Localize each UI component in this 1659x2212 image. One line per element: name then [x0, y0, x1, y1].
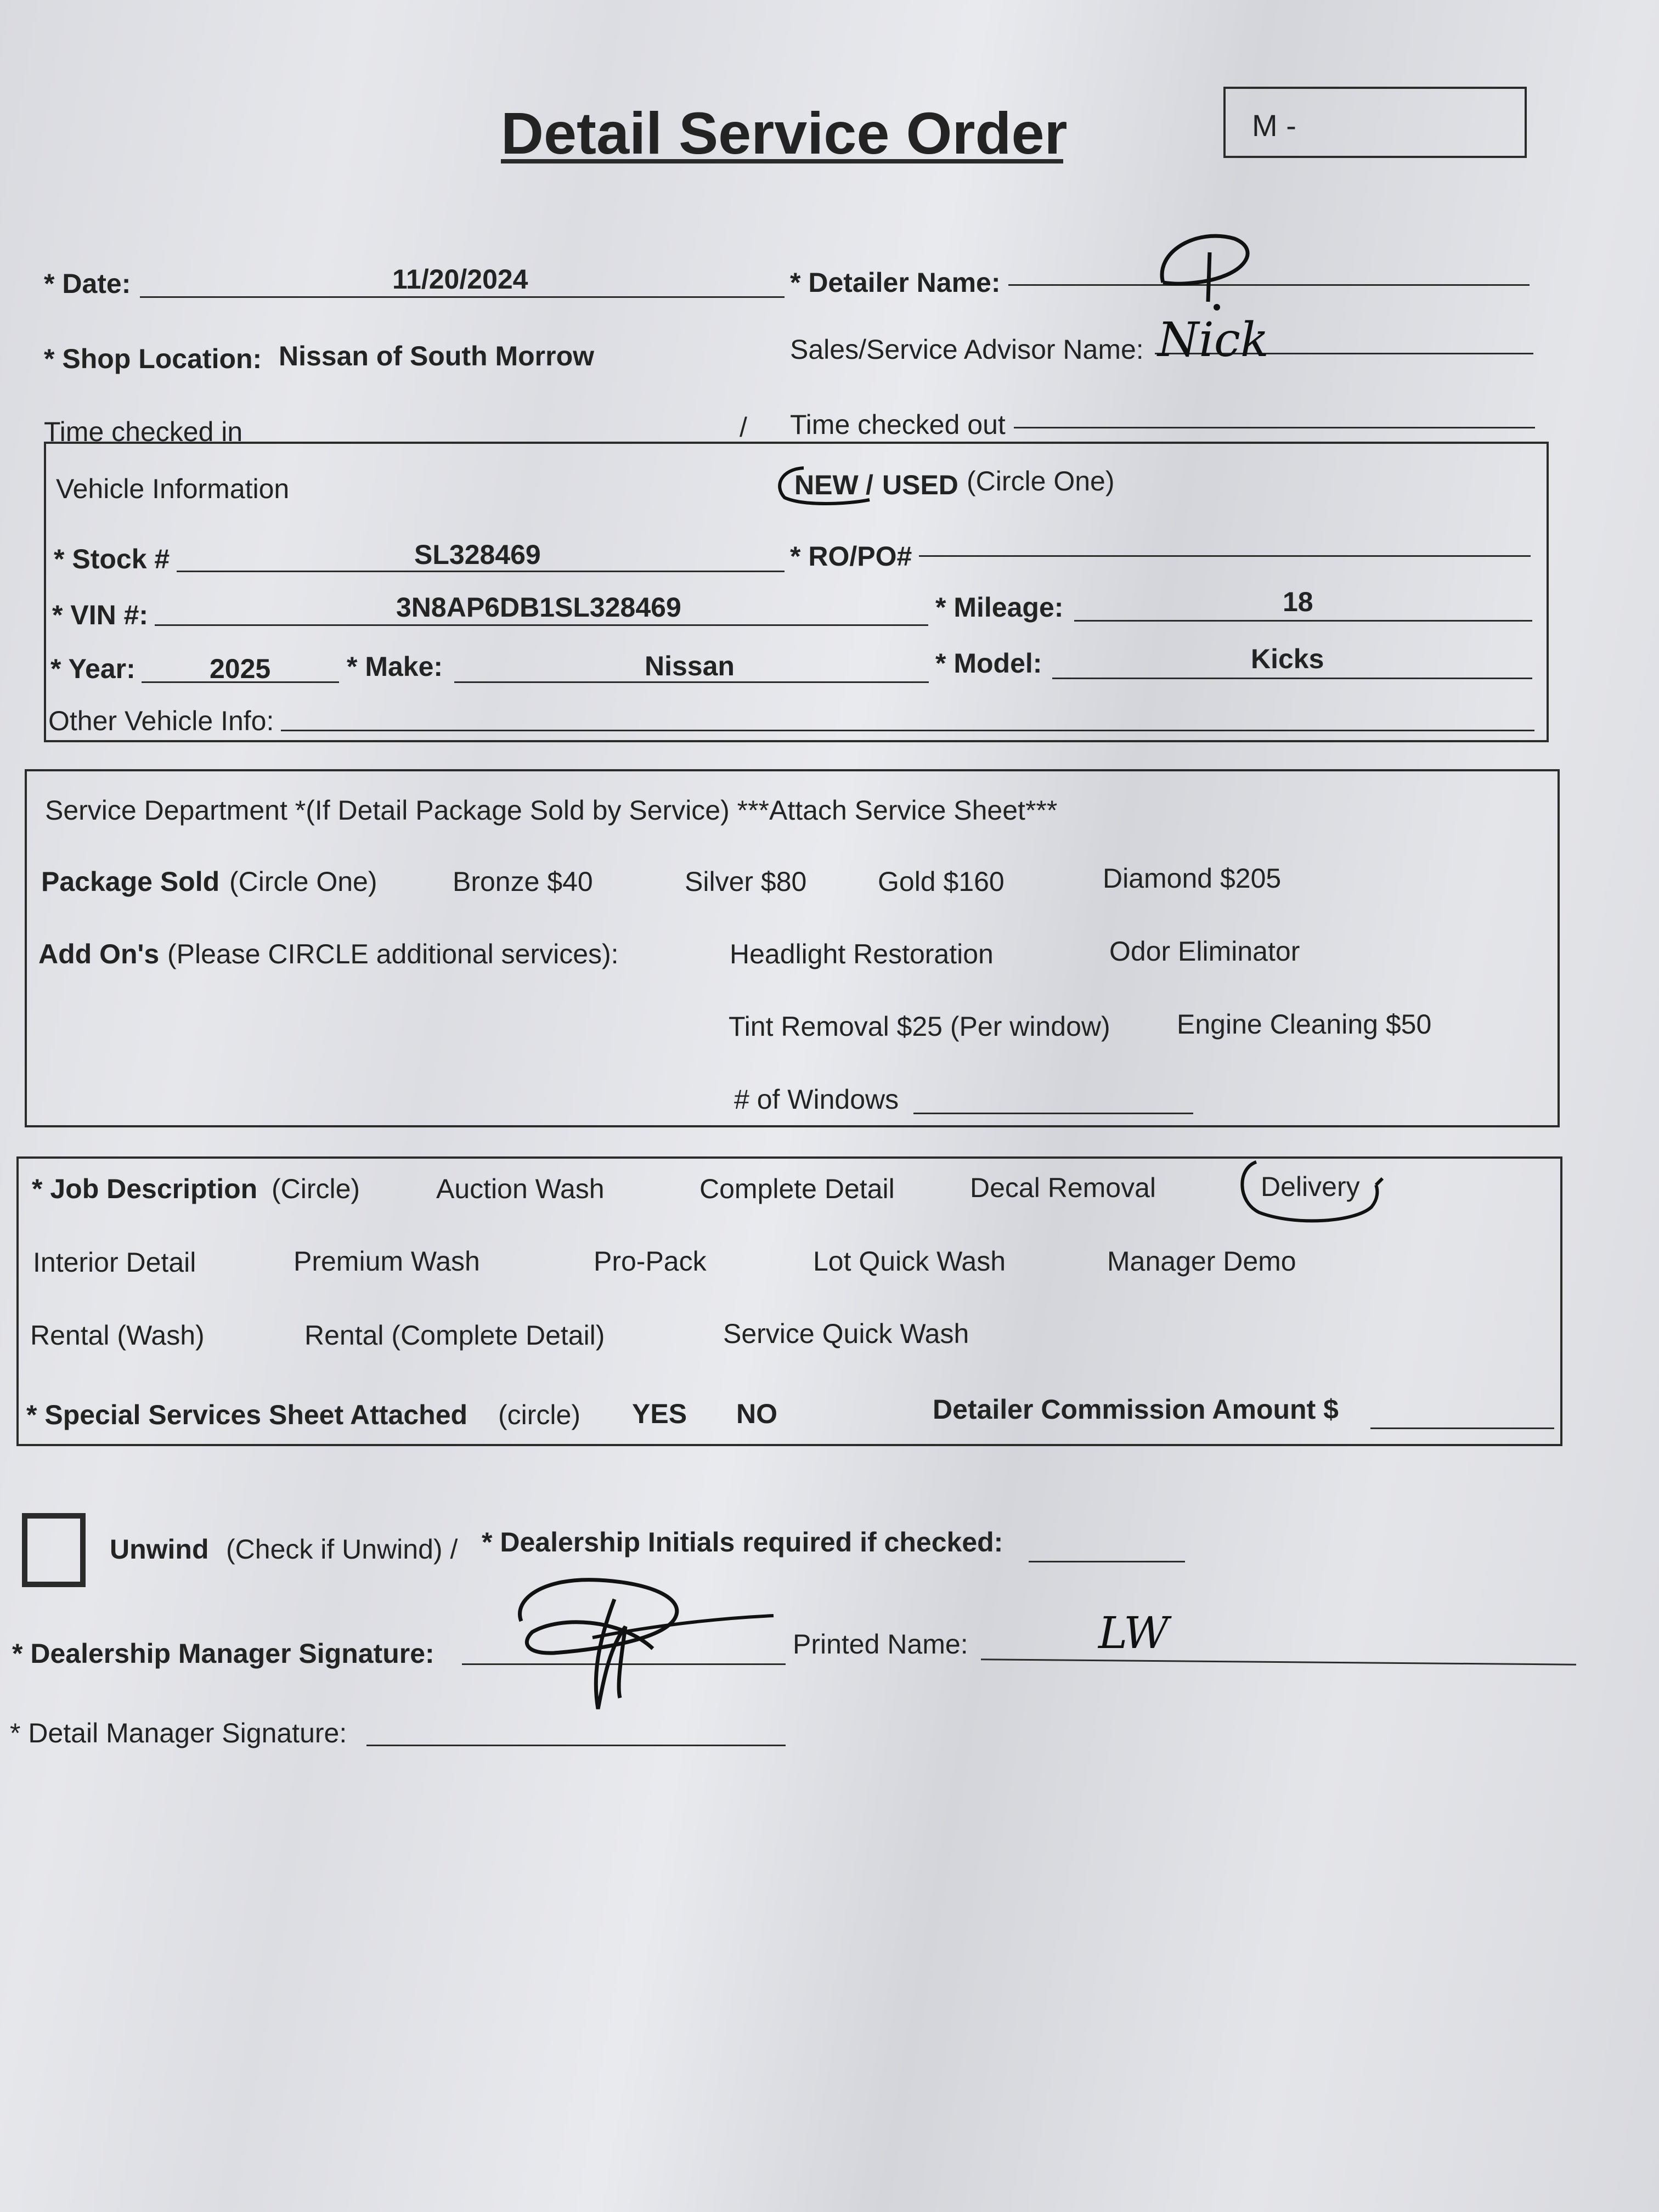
- ro-po-line: [919, 555, 1531, 557]
- new-circle-mark: [771, 464, 875, 507]
- vin-line: [155, 624, 928, 626]
- order-number-label: M -: [1252, 108, 1296, 143]
- unwind-hint: (Check if Unwind) /: [226, 1534, 458, 1565]
- manager-signature-mark: [510, 1566, 785, 1714]
- shop-location-value: Nissan of South Morrow: [279, 341, 594, 371]
- add-ons-hint: (Please CIRCLE additional services):: [167, 939, 619, 969]
- make-value[interactable]: Nissan: [645, 651, 735, 681]
- time-separator: /: [740, 412, 747, 443]
- job-premium-wash[interactable]: Premium Wash: [294, 1246, 480, 1277]
- time-out-line: [1014, 427, 1535, 428]
- package-sold-label: Package Sold: [41, 866, 220, 897]
- service-department-heading: Service Department *(If Detail Package Sold by Service) ***Attach Service Sheet***: [45, 795, 1058, 826]
- job-rental-complete-detail[interactable]: Rental (Complete Detail): [304, 1320, 605, 1351]
- vin-value[interactable]: 3N8AP6DB1SL328469: [396, 592, 681, 623]
- job-lot-quick-wash[interactable]: Lot Quick Wash: [813, 1246, 1006, 1277]
- job-service-quick-wash[interactable]: Service Quick Wash: [723, 1318, 969, 1349]
- detailer-name-label: * Detailer Name:: [790, 267, 1001, 298]
- addon-headlight-restoration[interactable]: Headlight Restoration: [730, 939, 994, 969]
- mileage-label: * Mileage:: [935, 592, 1064, 623]
- year-label: * Year:: [50, 653, 136, 684]
- other-vehicle-info-line: [281, 730, 1534, 731]
- package-bronze[interactable]: Bronze $40: [453, 866, 593, 897]
- addon-odor-eliminator[interactable]: Odor Eliminator: [1109, 936, 1300, 967]
- addon-engine-cleaning[interactable]: Engine Cleaning $50: [1177, 1009, 1432, 1040]
- year-value[interactable]: 2025: [210, 653, 271, 684]
- new-option[interactable]: NEW: [794, 470, 859, 500]
- stock-label: * Stock #: [54, 544, 170, 574]
- model-label: * Model:: [935, 648, 1042, 679]
- used-option[interactable]: USED: [882, 470, 958, 500]
- shop-location-label: * Shop Location:: [44, 343, 262, 374]
- printed-name-line: [981, 1658, 1576, 1665]
- date-label: * Date:: [44, 268, 131, 299]
- model-line: [1052, 678, 1532, 679]
- commission-label: Detailer Commission Amount $: [933, 1394, 1339, 1425]
- detailer-name-line: [1008, 284, 1530, 286]
- time-out-label: Time checked out: [790, 409, 1006, 440]
- manager-signature-label: * Dealership Manager Signature:: [12, 1638, 435, 1669]
- package-diamond[interactable]: Diamond $205: [1103, 863, 1282, 894]
- delivery-circle-mark: [1234, 1158, 1393, 1229]
- job-description-hint: (Circle): [272, 1173, 360, 1204]
- add-ons-label: Add On's: [38, 939, 160, 969]
- date-value[interactable]: 11/20/2024: [392, 264, 528, 295]
- unwind-checkbox[interactable]: [22, 1513, 86, 1587]
- commission-line: [1370, 1427, 1554, 1429]
- windows-count-label: # of Windows: [734, 1084, 899, 1115]
- other-vehicle-info-label: Other Vehicle Info:: [48, 706, 274, 736]
- stock-line: [177, 571, 785, 572]
- job-delivery[interactable]: Delivery: [1261, 1171, 1360, 1202]
- printed-name-value[interactable]: LW: [1098, 1607, 1169, 1658]
- job-auction-wash[interactable]: Auction Wash: [436, 1173, 605, 1204]
- make-label: * Make:: [347, 651, 443, 682]
- page-title: Detail Service Order: [501, 100, 1068, 166]
- time-in-label: Time checked in: [44, 416, 243, 447]
- special-services-label: * Special Services Sheet Attached: [26, 1400, 468, 1430]
- dealership-initials-line: [1029, 1561, 1185, 1562]
- job-decal-removal[interactable]: Decal Removal: [970, 1172, 1156, 1203]
- mileage-line: [1074, 620, 1532, 622]
- detail-manager-signature-line[interactable]: [366, 1745, 786, 1746]
- advisor-name-value[interactable]: Nick: [1158, 313, 1269, 368]
- detail-manager-signature-label: * Detail Manager Signature:: [10, 1718, 347, 1748]
- special-services-hint: (circle): [498, 1400, 580, 1430]
- model-value[interactable]: Kicks: [1251, 644, 1324, 674]
- dealership-initials-label: * Dealership Initials required if checked:: [482, 1527, 1003, 1558]
- vehicle-info-heading: Vehicle Information: [56, 473, 290, 504]
- package-gold[interactable]: Gold $160: [878, 866, 1005, 897]
- package-sold-hint: (Circle One): [229, 866, 377, 897]
- printed-name-label: Printed Name:: [793, 1629, 968, 1660]
- advisor-name-label: Sales/Service Advisor Name:: [790, 334, 1144, 365]
- job-pro-pack[interactable]: Pro-Pack: [594, 1246, 707, 1277]
- job-interior-detail[interactable]: Interior Detail: [33, 1247, 196, 1278]
- addon-tint-removal[interactable]: Tint Removal $25 (Per window): [729, 1011, 1110, 1042]
- special-services-yes[interactable]: YES: [632, 1398, 687, 1429]
- package-silver[interactable]: Silver $80: [685, 866, 807, 897]
- ro-po-label: * RO/PO#: [790, 541, 912, 572]
- vin-label: * VIN #:: [52, 600, 149, 630]
- job-description-label: * Job Description: [32, 1173, 258, 1204]
- job-rental-wash[interactable]: Rental (Wash): [30, 1320, 205, 1351]
- new-used-hint: (Circle One): [967, 466, 1115, 496]
- mileage-value[interactable]: 18: [1283, 586, 1313, 617]
- unwind-label: Unwind: [110, 1534, 209, 1565]
- detailer-initial-mark: [1152, 219, 1262, 313]
- job-complete-detail[interactable]: Complete Detail: [699, 1173, 895, 1204]
- windows-count-line: [913, 1113, 1193, 1114]
- date-line: [140, 296, 785, 298]
- title-underline: [501, 159, 1063, 163]
- special-services-no[interactable]: NO: [736, 1398, 777, 1429]
- new-used-slash: /: [866, 470, 873, 500]
- stock-value[interactable]: SL328469: [414, 539, 541, 570]
- job-manager-demo[interactable]: Manager Demo: [1107, 1246, 1296, 1277]
